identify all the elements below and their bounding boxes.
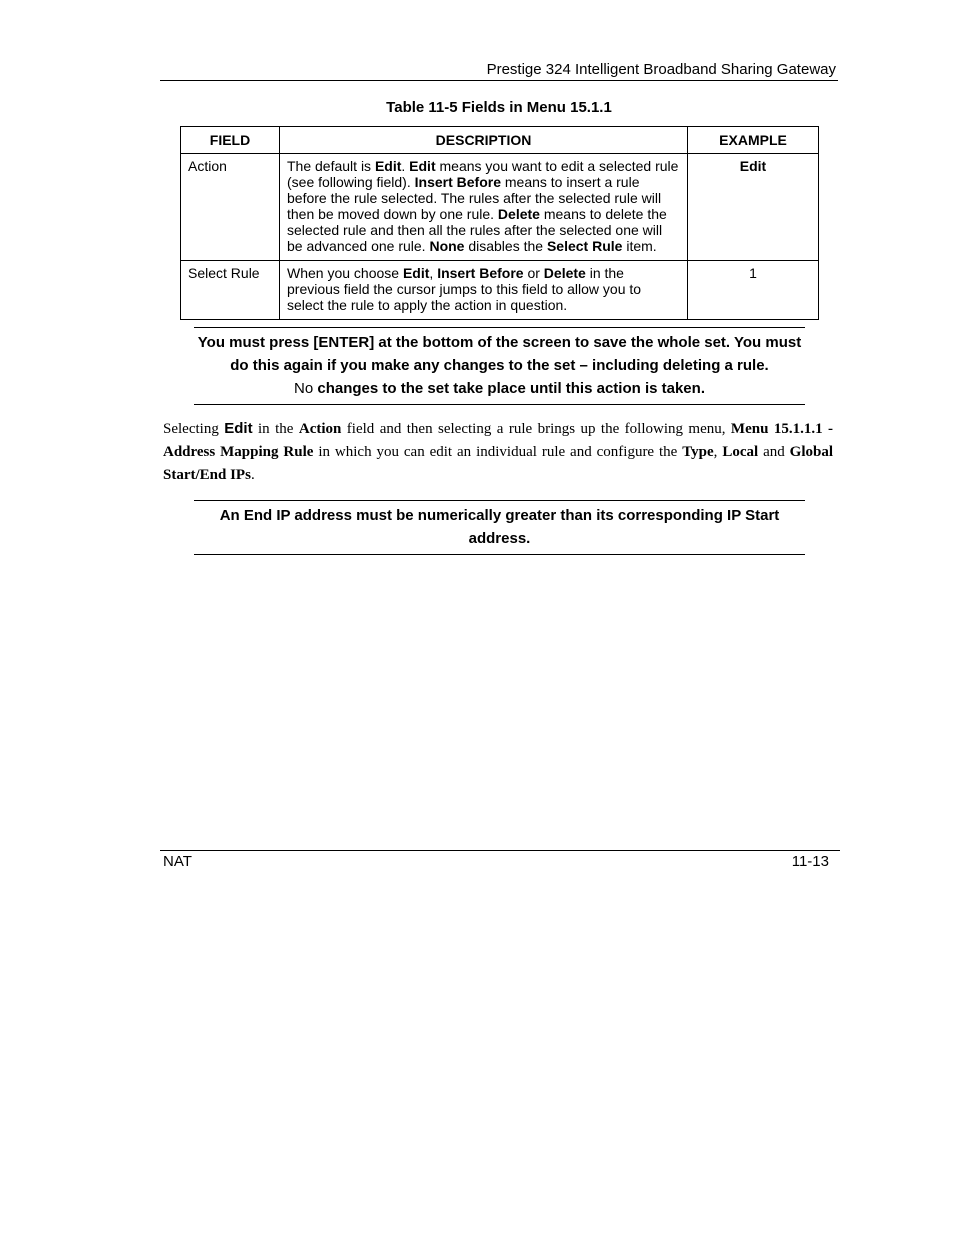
text-run: None (429, 238, 465, 254)
text-run: Edit (409, 158, 436, 174)
description-cell (280, 261, 688, 320)
text-run: and (758, 444, 790, 460)
text-run: Delete (543, 265, 586, 281)
note-box-end-ip (194, 500, 805, 555)
text-run: field and then selecting a rule brings up the following menu, (341, 421, 731, 437)
text-run: Selecting (163, 421, 225, 437)
footer-chapter: NAT (163, 853, 192, 870)
table-row (181, 261, 819, 320)
text-run: Local (722, 444, 759, 460)
text-run: means to insert a rule before the rule selected. The rules after the selected rule will then be moved down by one rule. (287, 174, 662, 222)
text-run: When you choose (287, 265, 403, 281)
text-run: means you want to edit a selected rule (see following field). (287, 158, 679, 190)
column-header-example: EXAMPLE (688, 127, 819, 154)
column-header-field: FIELD (181, 127, 280, 154)
table-caption: Table 11-5 Fields in Menu 15.1.1 (386, 99, 612, 116)
example-cell: Edit (688, 154, 819, 261)
text-run: in which you can edit an individual rule and configure the (313, 444, 683, 460)
footer-rule (160, 850, 840, 851)
text-run: . (250, 467, 255, 483)
text-run: . (401, 158, 410, 174)
text-run: in the previous field the cursor jumps to this field to allow you to select the rule to apply the action in question. (287, 265, 642, 313)
fields-table (180, 126, 819, 320)
text-run: Edit (224, 420, 253, 437)
text-run: means to delete the selected rule and then all the rules after the selected one will be advanced one rule. (287, 206, 667, 254)
text-run: , (429, 265, 438, 281)
header-rule (160, 80, 838, 81)
text-run: disables the (464, 238, 547, 254)
text-run: Type (682, 444, 714, 460)
field-cell: Action (181, 154, 280, 261)
text-run: Action (298, 421, 342, 437)
text-run: Insert Before (414, 174, 501, 190)
text-run: Select Rule (546, 238, 623, 254)
example-cell: 1 (688, 261, 819, 320)
text-run: Menu 15.1.1.1 - Address Mapping Rule (163, 421, 833, 460)
text-run: Edit (374, 158, 402, 174)
table-row (181, 154, 819, 261)
text-run: Delete (497, 206, 540, 222)
note-text-no: No (294, 380, 314, 397)
note-text: changes to the set take place until this action is taken. (317, 380, 705, 397)
note-box-save-set (194, 327, 805, 405)
note-text: You must press [ENTER] at the bottom of the screen to save the whole set. You must do this again if you make any changes to the set – including deleting a rule. (197, 334, 802, 374)
text-run: item. (622, 238, 657, 254)
text-run: Insert Before (437, 265, 524, 281)
note-text: An End IP address must be numerically greater than its corresponding IP Start address. (219, 507, 780, 547)
text-run: in the (252, 421, 299, 437)
text-run: The default is (287, 158, 375, 174)
description-cell (280, 154, 688, 261)
body-paragraph (163, 417, 833, 487)
text-run: Global Start/End IPs (163, 444, 834, 483)
text-run: or (523, 265, 544, 281)
footer-page-number: 11-13 (791, 853, 829, 870)
column-header-description: DESCRIPTION (280, 127, 688, 154)
text-run: Edit (402, 265, 430, 281)
running-header: Prestige 324 Intelligent Broadband Sharing Gateway (486, 61, 836, 78)
field-cell: Select Rule (181, 261, 280, 320)
table-header-row (181, 127, 819, 154)
text-run: , (713, 444, 723, 460)
